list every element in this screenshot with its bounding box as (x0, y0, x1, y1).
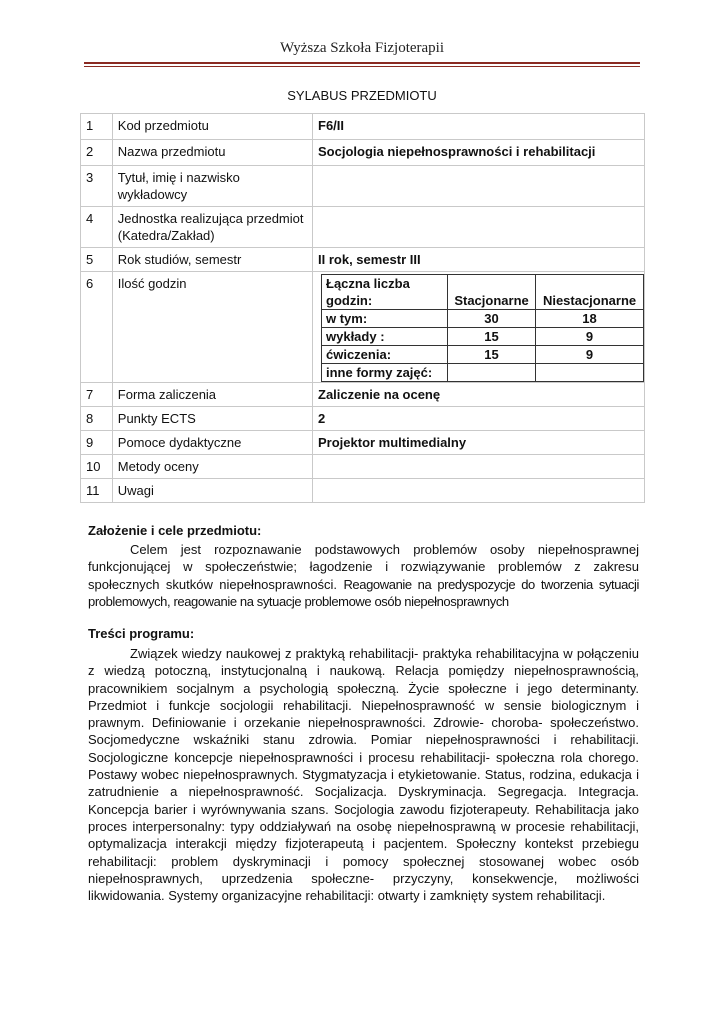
table-row (81, 114, 645, 140)
row-number: 3 (81, 166, 113, 207)
hours-header-niestacjonarne: Niestacjonarne (536, 275, 644, 310)
row-value (313, 207, 645, 248)
row-number: 4 (81, 207, 113, 248)
row-number: 9 (81, 431, 113, 455)
goals-text-a: Celem jest rozpoznawanie podstawowych problemów osoby niepełnosprawnej funkcjonującej w społeczeństwie; łagodzenie i rozwiązywanie problemów z zakresu społecznych skutków niepełnosprawności. (88, 542, 639, 592)
row-label: Punkty ECTS (112, 407, 312, 431)
table-row (81, 479, 645, 503)
hours-header-total: Łączna liczba godzin: (322, 275, 448, 310)
row-label: Jednostka realizująca przedmiot (Katedra/Zakład) (112, 207, 312, 248)
table-row (81, 272, 645, 383)
row-value: Projektor multimedialny (313, 431, 645, 455)
row-value: Zaliczenie na ocenę (313, 383, 645, 407)
row-value (313, 166, 645, 207)
goals-text-b: Reagowanie na predyspozycje do tworzenia sytuacji problemowych, reagowanie na sytuacje problemowe osób niepełnosprawnych (88, 576, 639, 609)
hours-stacjonarne: 30 (448, 310, 536, 328)
hours-label: inne formy zajęć: (322, 364, 448, 382)
table-row (81, 455, 645, 479)
row-value: 2 (313, 407, 645, 431)
row-label: Nazwa przedmiotu (112, 140, 312, 166)
hours-header-stacjonarne: Stacjonarne (448, 275, 536, 310)
hours-header-row (322, 275, 644, 310)
row-value (313, 272, 645, 383)
content-text: Związek wiedzy naukowej z praktyką rehabilitacji- praktyka rehabilitacyjna w połączeniu z wiedzą potoczną, instytucjonalną i naukową. Relacja pomiędzy niepełnosprawnością, pracownikiem socjalnym a psychologią społeczną. Życie społeczne i jego determinanty. Przedmiot i funkcje socjologii rehabilitacji. Niepełnosprawność w sensie biologicznym i prawnym. Definiowanie i orzekanie niepełnosprawności. Zdrowie- choroba- społeczeństwo. Socjomedyczne wskaźniki stanu zdrowia. Pomiar niepełnosprawności i rehabilitacji. Socjologiczne koncepcje niepełnosprawności i procesu rehabilitacji- społeczna rola chorego. Postawy wobec niepełnosprawnych. Stygmatyzacja i etykietowanie. Status, rodzina, edukacja i zatrudnienie a niepełnosprawność. Socjalizacja. Dyskryminacja. Segregacja. Integracja. Koncepcja barier i wyrównywania szans. Socjologia zawodu fizjoterapeuty. Rehabilitacja jako proces interpersonalny: typy oddziaływań na osobę niepełnosprawną w procesie rehabilitacji, optymalizacja interakcji między fizjoterapeutą i pacjentem. Społeczny kontekst przebiegu rehabilitacji: problem dyskryminacji i pomocy społecznej stosowanej wobec osób niepełnosprawnych, uprzedzenia społeczne- przyczyny, konsekwencje, możliwości likwidowania. Systemy organizacyjne rehabilitacji: otwarty i zamknięty system rehabilitacji. (88, 646, 639, 904)
row-value: F6/II (313, 114, 645, 140)
table-row (81, 431, 645, 455)
hours-row (322, 364, 644, 382)
document-title: SYLABUS PRZEDMIOTU (287, 88, 437, 103)
row-number: 1 (81, 114, 113, 140)
table-row (81, 383, 645, 407)
content-title: Treści programu: (88, 626, 195, 641)
row-label: Kod przedmiotu (112, 114, 312, 140)
goals-title: Założenie i cele przedmiotu: (88, 523, 262, 538)
hours-niestacjonarne (536, 364, 644, 382)
hours-stacjonarne: 15 (448, 328, 536, 346)
hours-row (322, 328, 644, 346)
hours-stacjonarne: 15 (448, 346, 536, 364)
hours-label: wykłady : (322, 328, 448, 346)
row-number: 2 (81, 140, 113, 166)
table-row (81, 140, 645, 166)
row-label: Metody oceny (112, 455, 312, 479)
row-number: 5 (81, 248, 113, 272)
syllabus-table (80, 113, 645, 503)
goals-text (88, 541, 639, 610)
row-number: 10 (81, 455, 113, 479)
row-number: 6 (81, 272, 113, 383)
hours-stacjonarne (448, 364, 536, 382)
hours-niestacjonarne: 18 (536, 310, 644, 328)
row-value (313, 455, 645, 479)
row-number: 8 (81, 407, 113, 431)
row-number: 11 (81, 479, 113, 503)
header-rule-thin (84, 66, 640, 67)
hours-niestacjonarne: 9 (536, 328, 644, 346)
row-label: Pomoce dydaktyczne (112, 431, 312, 455)
hours-table (321, 274, 644, 382)
page-header: Wyższa Szkoła Fizjoterapii (279, 40, 445, 56)
hours-label: w tym: (322, 310, 448, 328)
row-value: II rok, semestr III (313, 248, 645, 272)
hours-row (322, 346, 644, 364)
table-row (81, 166, 645, 207)
table-row (81, 407, 645, 431)
row-value: Socjologia niepełnosprawności i rehabilitacji (313, 140, 645, 166)
row-value (313, 479, 645, 503)
header-rule (84, 62, 640, 64)
row-label: Ilość godzin (112, 272, 312, 383)
table-row (81, 207, 645, 248)
table-row (81, 248, 645, 272)
row-label: Rok studiów, semestr (112, 248, 312, 272)
hours-niestacjonarne: 9 (536, 346, 644, 364)
row-label: Tytuł, imię i nazwisko wykładowcy (112, 166, 312, 207)
row-number: 7 (81, 383, 113, 407)
hours-row (322, 310, 644, 328)
row-label: Uwagi (112, 479, 312, 503)
row-label: Forma zaliczenia (112, 383, 312, 407)
hours-label: ćwiczenia: (322, 346, 448, 364)
